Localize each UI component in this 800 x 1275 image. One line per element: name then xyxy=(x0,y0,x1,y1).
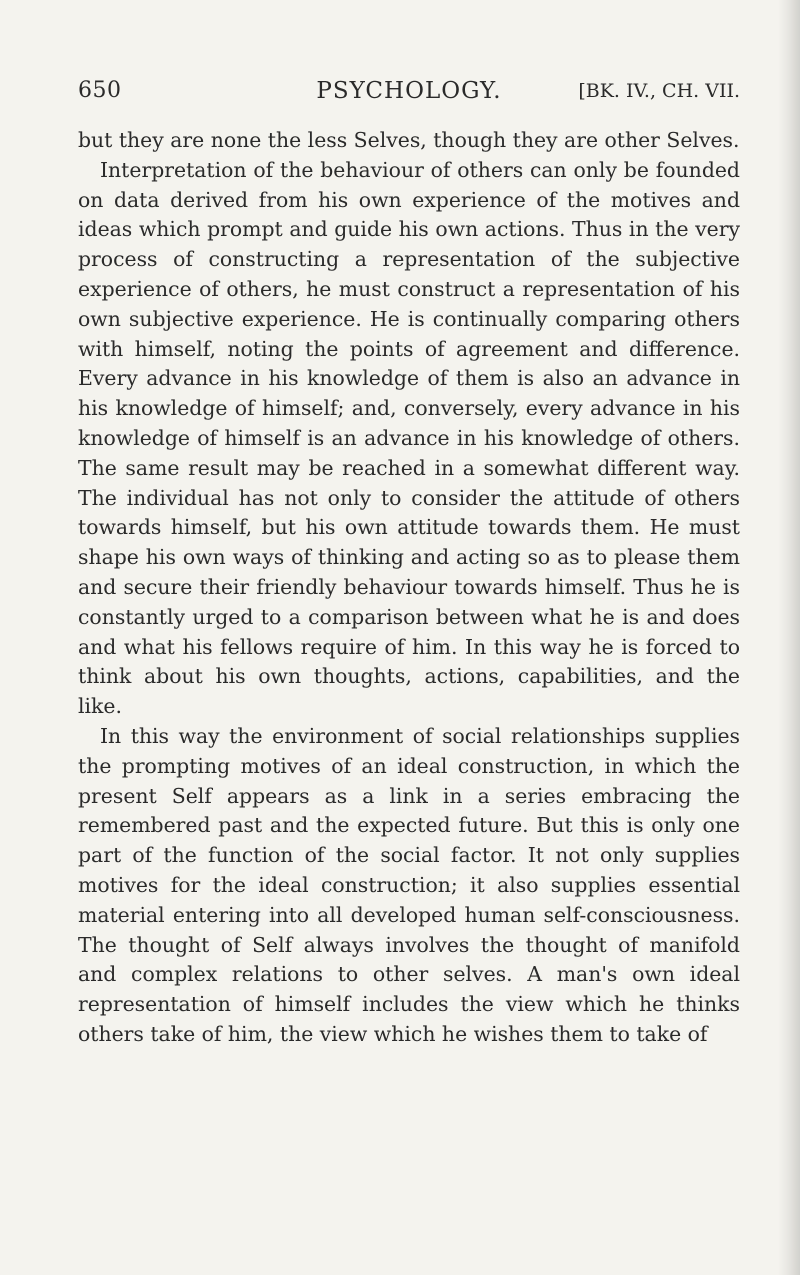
page-number: 650 xyxy=(78,78,122,103)
book-page xyxy=(78,78,740,1050)
page-edge-shadow xyxy=(778,0,800,1275)
paragraph-continuation: but they are none the less Selves, though they are other Selves. xyxy=(78,128,740,152)
section-reference: [BK. IV., CH. VII. xyxy=(578,80,740,102)
paragraph-social-environment: In this way the environment of social relationships supplies the prompting motives of an ideal construction, in which the present Self appears as a link in a series embracing the remembered past and the expected future. But this is only one part of the function of the social factor. It not only supplies motives for the ideal construction; it also supplies essential material entering into all developed human self-consciousness. The thought of Self always involves the thought of manifold and complex relations to other selves. A man's own ideal representation of himself includes the view which he thinks others take of him, the view which he wishes them to take of xyxy=(78,723,740,1046)
running-head xyxy=(78,78,740,112)
body-text xyxy=(78,126,740,1050)
paragraph-interpretation: Interpretation of the behaviour of others can only be founded on data derived from his own experience of the motives and ideas which prompt and guide his own actions. Thus in the very process of constructing a representation of the subjective experience of others, he must construct a representation of his own subjective experience. He is continually comparing others with himself, noting the points of agreement and difference. Every advance in his knowledge of them is also an advance in his knowledge of himself; and, conversely, every advance in his knowledge of himself is an advance in his knowledge of others. The same result may be reached in a somewhat different way. The individual has not only to consider the attitude of others towards himself, but his own attitude towards them. He must shape his own ways of thinking and acting so as to please them and secure their friendly behaviour towards himself. Thus he is constantly urged to a comparison between what he is and does and what his fellows require of him. In this way he is forced to think about his own thoughts, actions, capabilities, and the like. xyxy=(78,157,740,719)
running-title: PSYCHOLOGY. xyxy=(316,78,502,104)
